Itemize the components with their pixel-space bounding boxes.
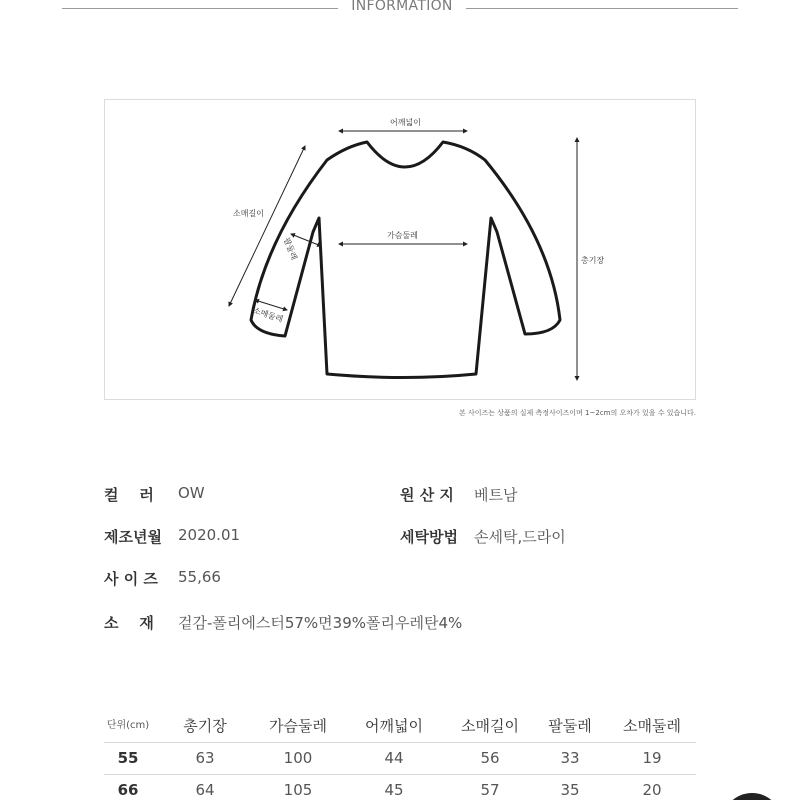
washing-value: 손세탁,드라이: [474, 528, 566, 546]
col-chest: 가슴둘레: [269, 717, 327, 735]
row-size: 55: [117, 749, 139, 767]
mfg-date-value: 2020.01: [178, 526, 241, 544]
col-shoulder: 어깨넓이: [365, 717, 423, 735]
cell-value: 33: [560, 749, 580, 767]
garment-outline: [251, 142, 560, 378]
col-arm-circumference: 팔둘레: [548, 717, 592, 735]
table-row: [104, 774, 696, 800]
mfg-date-label: 제조년월: [104, 528, 162, 546]
cell-value: 63: [195, 749, 215, 767]
col-cuff: 소매둘레: [623, 717, 681, 735]
label-cuff: 소매둘레: [251, 305, 285, 325]
header-rule-right: [466, 8, 738, 9]
cell-value: 64: [195, 781, 215, 799]
cell-value: 35: [560, 781, 580, 799]
color-value: OW: [178, 484, 205, 502]
garment-outline-illustration: [105, 100, 697, 401]
col-total-length: 총기장: [183, 717, 227, 735]
material-value: 겉감-폴리에스터57%면39%폴리우레탄4%: [178, 614, 463, 632]
color-label: 컬 러: [104, 486, 154, 504]
size-label: 사 이 즈: [104, 570, 158, 588]
size-value: 55,66: [178, 568, 221, 586]
label-shoulder: 어깨넓이: [390, 118, 421, 127]
size-table-header: [104, 710, 696, 742]
cell-value: 19: [642, 749, 662, 767]
sleeve-length-arrow: [229, 146, 305, 306]
label-total-length: 총기장: [581, 256, 605, 265]
cell-value: 45: [384, 781, 404, 799]
cell-value: 20: [642, 781, 662, 799]
header-rule-left: [62, 8, 338, 9]
material-label: 소 재: [104, 614, 154, 632]
size-diagram: [104, 99, 696, 400]
floating-button[interactable]: [722, 793, 782, 800]
arm-circumference-arrow: [291, 234, 321, 246]
table-row: [104, 742, 696, 774]
cell-value: 44: [384, 749, 404, 767]
size-disclaimer: 본 사이즈는 상품의 실제 측정사이즈이며 1~2cm의 오차가 있을 수 있습니다.: [458, 409, 696, 417]
cell-value: 105: [283, 781, 313, 799]
section-title: INFORMATION: [351, 0, 453, 14]
origin-label: 원 산 지: [400, 486, 454, 504]
origin-value: 베트남: [474, 486, 518, 504]
label-chest: 가슴둘레: [387, 231, 418, 240]
cell-value: 100: [283, 749, 313, 767]
washing-label: 세탁방법: [400, 528, 458, 546]
row-size: 66: [117, 781, 139, 799]
col-sleeve-length: 소매길이: [461, 717, 519, 735]
cell-value: 56: [480, 749, 500, 767]
unit-label: 단위(cm): [106, 720, 150, 731]
label-arm-circumference: 팔둘레: [281, 236, 299, 262]
section-header: [0, 0, 800, 24]
cell-value: 57: [480, 781, 500, 799]
label-sleeve-length: 소매길이: [233, 209, 264, 218]
size-table: [104, 710, 696, 800]
